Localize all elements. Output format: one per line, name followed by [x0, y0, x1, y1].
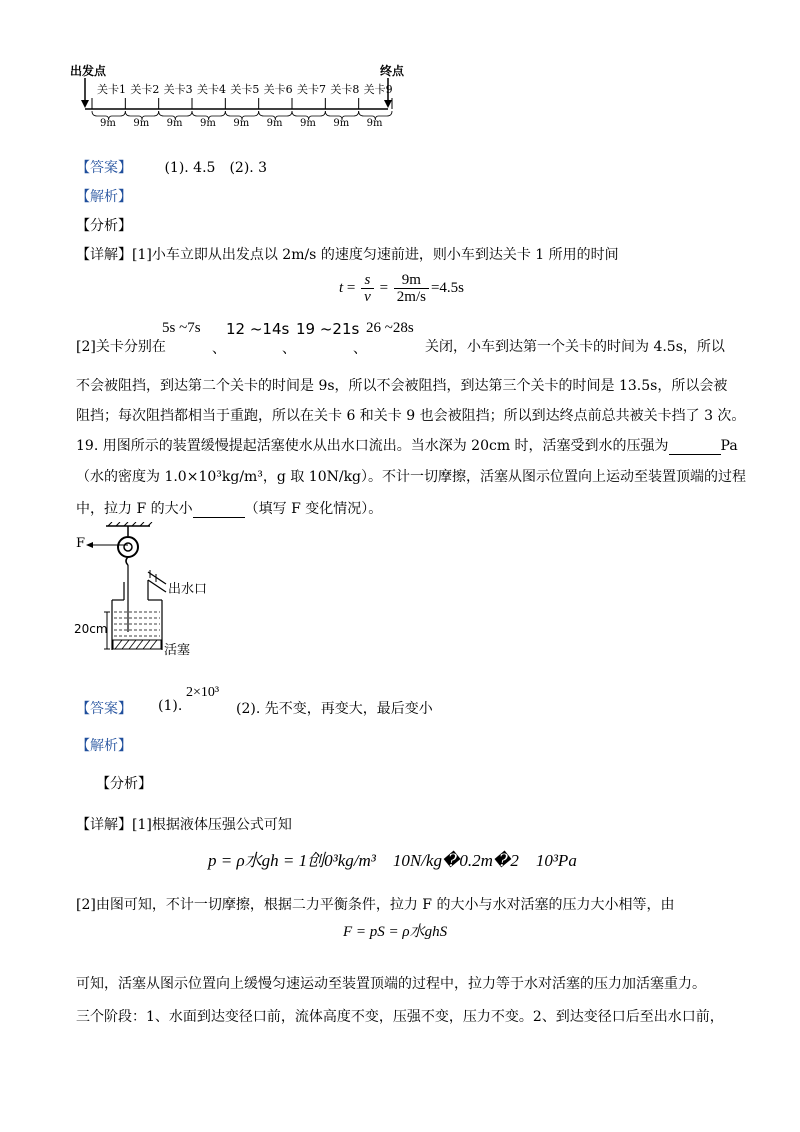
formula-time: t = $\frac{s}{v}$ = $\frac{9m}{2m/s}$ =4.5s — [339, 272, 465, 305]
answer-blank-1 — [669, 440, 721, 455]
segment-label: 9m — [133, 118, 150, 129]
segment-label: 9m — [200, 118, 216, 129]
answer-value: 2×10³ — [186, 685, 220, 700]
q19-p2: [2]由图可知，不计一切摩擦，根据二力平衡条件，拉力 F 的大小与水对活塞的压力大小相等，由 — [76, 897, 675, 913]
formula-t: t — [339, 279, 344, 296]
sep-1: 、 — [212, 341, 226, 357]
q19-line2: （水的密度为 1.0×10³kg/m³，g 取 10N/kg）。不计一切摩擦，活塞从图示位置向上运动至装置顶端的过程 — [76, 469, 747, 485]
q19-line3-tail: （填写 F 变化情况）。 — [244, 501, 383, 517]
segment-label: 9m — [166, 118, 183, 129]
segment-label: 9m — [333, 118, 350, 129]
track-diagram — [70, 62, 420, 142]
answer-tag: 【答案】 — [76, 701, 132, 717]
interval-3: 19 ~21s — [296, 320, 360, 338]
segment-label: 9m — [366, 118, 383, 129]
fig-label-depth: 20cm — [74, 622, 108, 636]
start-label: 出发点 — [70, 64, 107, 78]
end-label: 终点 — [380, 64, 405, 78]
checkpoint-label: 关卡6 — [263, 83, 293, 96]
segment-label: 9m — [233, 118, 250, 129]
formula-result: =4.5s — [430, 279, 465, 296]
fraction-values — [394, 272, 429, 305]
checkpoint-label: 关卡5 — [230, 83, 260, 96]
sep-2: 、 — [282, 341, 296, 357]
fig-label-piston: 活塞 — [164, 643, 191, 658]
q19-line1-text: 19. 用图所示的装置缓慢提起活塞使水从出水口流出。当水深为 20cm 时，活塞受到水的压强为 — [76, 438, 669, 454]
checkpoint-label: 关卡3 — [163, 83, 193, 96]
answer-part-2: (2). 先不变，再变大，最后变小 — [236, 701, 433, 717]
detail-text: 【详解】[1]小车立即从出发点以 2m/s 的速度匀速前进，则小车到达关卡 1 所用的时间 — [76, 247, 619, 263]
frac-den-value: 2m/s — [396, 289, 426, 305]
q19-line1 — [76, 435, 738, 455]
formula-force: F = pS = ρ水ghS — [343, 924, 448, 940]
checkpoint-label: 关卡4 — [197, 83, 226, 96]
p2-line — [76, 320, 756, 356]
fraction-s-v — [361, 272, 374, 305]
q19-p4: 三个阶段：1、水面到达变径口前，流体高度不变，压强不变，压力不变。2、到达变径口后至出水口前， — [76, 1009, 724, 1025]
answer-tag: 【答案】 — [76, 160, 132, 176]
checkpoint-label: 关卡1 — [97, 83, 126, 96]
sep-3: 、 — [353, 341, 367, 357]
checkpoint-label: 关卡8 — [330, 83, 360, 96]
fig-label-outlet: 出水口 — [168, 582, 208, 597]
q19-line1-unit: Pa — [720, 438, 738, 454]
interval-4: 26 ~28s — [366, 320, 414, 336]
checkpoint-label: 关卡9 — [363, 83, 393, 96]
q18-p3: 不会被阻挡，到达第二个关卡的时间是 9s，所以不会被阻挡，到达第三个关卡的时间是 13.5s，所以会被 — [76, 378, 728, 394]
q19-p3: 可知，活塞从图示位置向上缓慢匀速运动至装置顶端的过程中，拉力等于水对活塞的压力加活塞重力。 — [76, 976, 706, 992]
interval-2: 12 ~14s — [226, 320, 290, 338]
segment-label: 9m — [266, 118, 283, 129]
answer-blank-2 — [193, 503, 245, 518]
segment-label: 9m — [100, 118, 116, 129]
piston-figure — [74, 522, 214, 662]
formula-pressure: p = ρ水gh = 1创0³kg/m³ 10N/kg�0.2m�2 10³Pa — [208, 851, 577, 870]
p2-prefix: [2]关卡分别在 — [76, 339, 166, 355]
frac-den-v: v — [364, 289, 371, 305]
q19-line3-text: 中，拉力 F 的大小 — [76, 501, 193, 517]
q18-p4: 阻挡；每次阻挡都相当于重跑，所以在关卡 6 和关卡 9 也会被阻挡；所以到达终点前总共被关卡挡了 3 次。 — [76, 408, 746, 424]
fenxi-tag: 【分析】 — [96, 776, 152, 792]
q18-answer-line — [76, 157, 267, 177]
answer-part-1: (1). — [158, 698, 183, 714]
frac-num-s: s — [361, 272, 374, 289]
checkpoint-label: 关卡7 — [297, 83, 326, 96]
fig-label-F: F — [76, 536, 86, 551]
segment-label: 9m — [300, 118, 316, 129]
answer-text: (1). 4.5 (2). 3 — [164, 160, 268, 176]
fenxi-tag: 【分析】 — [76, 218, 132, 234]
p2-suffix: 关闭，小车到达第一个关卡的时间为 4.5s，所以 — [425, 339, 725, 355]
frac-num-value: 9m — [394, 272, 429, 289]
analysis-tag: 【解析】 — [76, 189, 132, 205]
checkpoint-label: 关卡2 — [130, 83, 160, 96]
interval-1: 5s ~7s — [162, 320, 201, 336]
detail-text: 【详解】[1]根据液体压强公式可知 — [76, 817, 292, 833]
q19-answer-line — [76, 685, 676, 719]
q19-line3 — [76, 498, 382, 518]
analysis-tag: 【解析】 — [76, 738, 132, 754]
